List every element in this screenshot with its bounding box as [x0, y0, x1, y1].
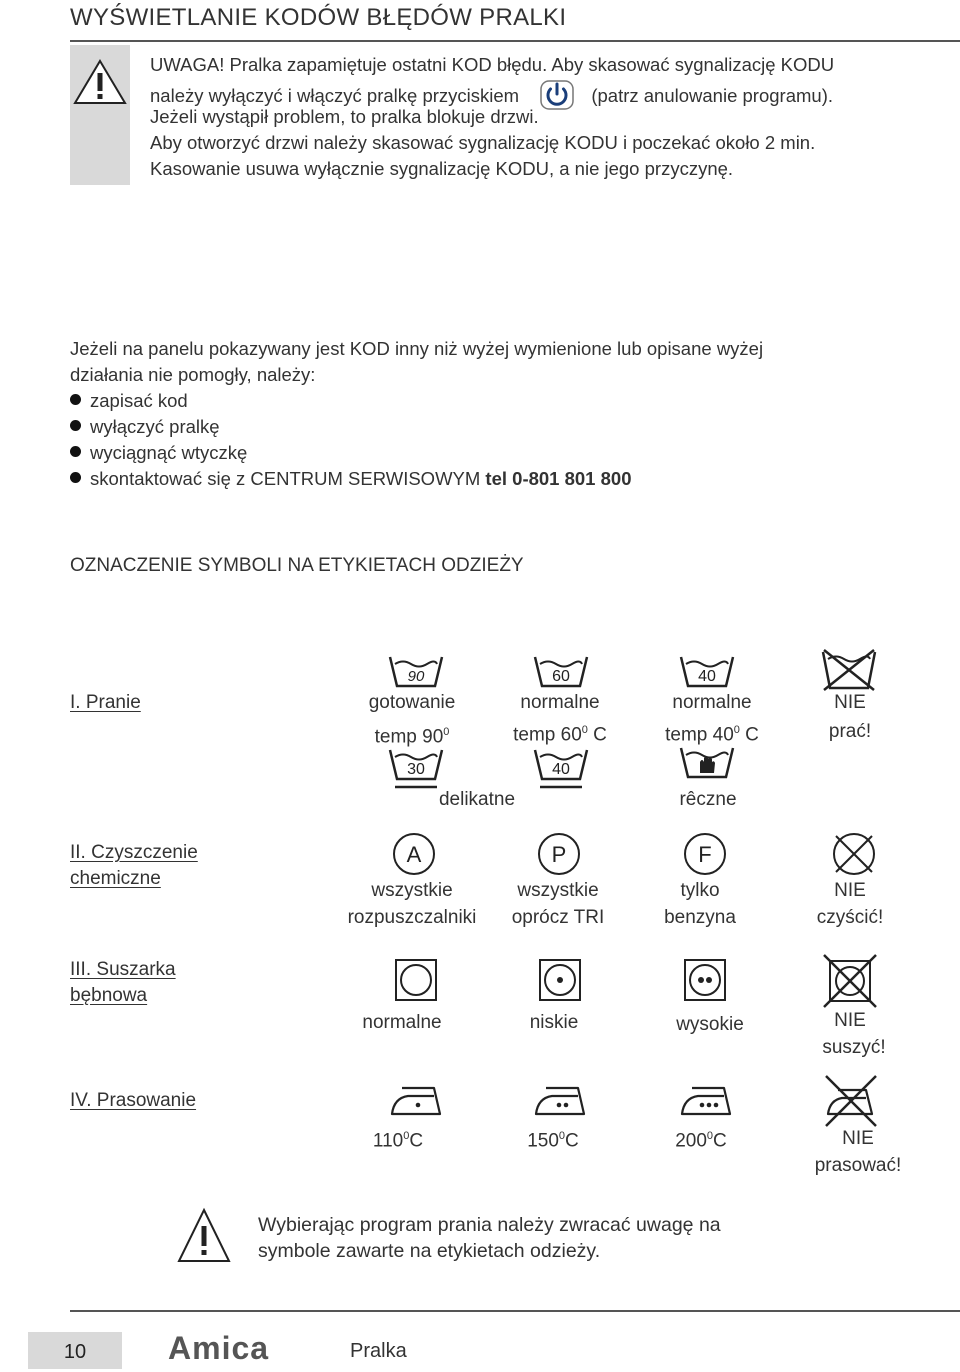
- caption: [342, 719, 482, 750]
- caption: delikatne: [438, 789, 516, 810]
- caption: NIE: [834, 1010, 866, 1031]
- warning-line-3: Jeżeli wystąpił problem, to pralka blokuje drzwi.: [150, 106, 539, 127]
- caption: NIE: [834, 692, 866, 713]
- caption: prać!: [828, 721, 872, 742]
- caption: [483, 1123, 623, 1154]
- caption: wszystkie: [517, 880, 599, 901]
- caption: wysokie: [676, 1014, 744, 1035]
- list-item: [70, 468, 631, 490]
- page-number: 10: [28, 1332, 122, 1369]
- caption-unit: C: [713, 1130, 727, 1152]
- caption: normalne: [520, 692, 600, 713]
- tumble-dry-normal-icon: [394, 958, 438, 1002]
- bullet-icon: [70, 394, 81, 405]
- wash-tub-90-icon: [387, 655, 445, 689]
- dry-clean-a-icon: [392, 832, 436, 876]
- page-title: WYŚWIETLANIE KODÓW BŁĘDÓW PRALKI: [70, 4, 567, 31]
- degree-sup: 0: [558, 1130, 566, 1142]
- caption: gotowanie: [368, 692, 456, 713]
- no-iron-icon: [822, 1074, 878, 1128]
- row-label-washing: I. Pranie: [70, 692, 141, 713]
- dry-clean-f-icon: [683, 832, 727, 876]
- instructions-line-1: Jeżeli na panelu pokazywany jest KOD inny niż wyżej wymienione lub opisane wyżej: [70, 338, 764, 359]
- caption-temp: 110: [372, 1130, 404, 1152]
- step-text: wyciągnąć wtyczkę: [90, 442, 248, 463]
- step-text: zapisać kod: [90, 390, 188, 411]
- service-phone: tel 0-801 801 800: [485, 468, 632, 489]
- row-label-line: bębnowa: [70, 985, 148, 1006]
- list-item: [70, 442, 247, 464]
- wash-temp-label: 30: [407, 761, 425, 778]
- caption: rêczne: [679, 789, 737, 810]
- wash-temp-label: 40: [698, 668, 716, 685]
- row-label-ironing: IV. Prasowanie: [70, 1090, 197, 1111]
- wash-temp-label: 40: [552, 761, 570, 778]
- bullet-icon: [70, 420, 81, 431]
- caption-unit: C: [739, 724, 759, 746]
- degree-sup: 0: [403, 1130, 410, 1142]
- caption: [490, 717, 630, 748]
- warning-line-1: UWAGA! Pralka zapamiętuje ostatni KOD błędu. Aby skasować sygnalizację KODU: [150, 54, 835, 75]
- caption-temp: 150: [527, 1130, 559, 1152]
- degree-sup: 0: [706, 1130, 714, 1142]
- list-item: [70, 390, 188, 412]
- wash-delicate-40-icon: [532, 748, 590, 794]
- row-label-dry-cleaning: [70, 840, 198, 892]
- caption: oprócz TRI: [511, 907, 605, 928]
- note-line-2: symbole zawarte na etykietach odzieży.: [258, 1240, 601, 1262]
- warning-line-5: Kasowanie usuwa wyłącznie sygnalizację KODU, a nie jego przyczynę.: [150, 158, 734, 179]
- step-text: skontaktować się z CENTRUM SERWISOWYM: [90, 468, 486, 489]
- header-divider: [70, 40, 960, 42]
- bullet-icon: [70, 446, 81, 457]
- caption: [642, 717, 782, 748]
- caption: normalne: [362, 1012, 442, 1033]
- no-tumble-dry-icon: [822, 953, 878, 1009]
- no-dry-clean-icon: [830, 830, 878, 878]
- caption: prasować!: [814, 1155, 902, 1176]
- dry-clean-p-icon: [537, 832, 581, 876]
- tumble-dry-low-icon: [538, 958, 582, 1002]
- footer-divider: [70, 1310, 960, 1312]
- symbols-section-title: OZNACZENIE SYMBOLI NA ETYKIETACH ODZIEŻY: [70, 555, 524, 576]
- caption: [631, 1123, 771, 1154]
- caption: tylko: [680, 880, 720, 901]
- row-label-tumble-dryer: [70, 957, 176, 1009]
- dry-clean-letter: P: [551, 842, 567, 867]
- caption-temp: temp 90: [374, 726, 444, 748]
- warning-line-2a: należy wyłączyć i włączyć pralkę przyciskiem: [150, 85, 520, 106]
- caption-temp: temp 60: [513, 724, 582, 746]
- wash-tub-60-icon: [532, 655, 590, 689]
- wash-temp-label: 60: [552, 668, 570, 685]
- degree-sup: 0: [443, 726, 450, 738]
- note-line-1: Wybierając program prania należy zwracać uwagę na: [258, 1214, 721, 1236]
- brand-logo: Amica: [168, 1330, 270, 1366]
- caption: normalne: [672, 692, 752, 713]
- caption: NIE: [842, 1128, 874, 1149]
- caption: benzyna: [664, 907, 736, 928]
- caption: [328, 1123, 468, 1154]
- caption: czyścić!: [816, 907, 884, 928]
- caption: NIE: [834, 880, 866, 901]
- bullet-icon: [70, 472, 81, 483]
- wash-temp-label: 90: [407, 668, 425, 685]
- warning-triangle-icon: [176, 1206, 232, 1264]
- caption: wszystkie: [371, 880, 453, 901]
- iron-low-icon: [388, 1082, 444, 1118]
- warning-triangle-icon: [72, 58, 128, 106]
- row-label-line: III. Suszarka: [70, 959, 176, 980]
- dry-clean-letter: A: [406, 842, 422, 867]
- caption-unit: C: [409, 1130, 424, 1152]
- caption-temp: 200: [675, 1130, 707, 1152]
- hand-wash-icon: [678, 746, 736, 780]
- warning-line-4: Aby otworzyć drzwi należy skasować sygnalizację KODU i poczekać około 2 min.: [150, 132, 816, 153]
- dry-clean-letter: F: [698, 842, 712, 867]
- no-wash-icon: [820, 648, 878, 692]
- degree-sup: 0: [581, 724, 588, 736]
- power-icon: [538, 80, 578, 110]
- list-item: [70, 416, 220, 438]
- step-text: wyłączyć pralkę: [90, 416, 220, 437]
- caption: suszyć!: [822, 1037, 886, 1058]
- wash-tub-40-icon: [678, 655, 736, 689]
- footer-text: Pralka: [350, 1340, 407, 1362]
- caption-temp: temp 40: [665, 724, 734, 746]
- tumble-dry-high-icon: [683, 958, 727, 1002]
- caption: rozpuszczalniki: [347, 907, 477, 928]
- iron-medium-icon: [532, 1082, 588, 1118]
- instructions-line-2: działania nie pomogły, należy:: [70, 364, 316, 385]
- caption: niskie: [529, 1012, 579, 1033]
- caption-unit: C: [565, 1130, 579, 1152]
- degree-sup: 0: [733, 724, 740, 736]
- warning-line-2b: (patrz anulowanie programu).: [591, 85, 833, 106]
- row-label-line: chemiczne: [70, 868, 161, 889]
- iron-high-icon: [678, 1082, 734, 1118]
- row-label-line: II. Czyszczenie: [70, 842, 198, 863]
- caption-unit: C: [587, 724, 607, 746]
